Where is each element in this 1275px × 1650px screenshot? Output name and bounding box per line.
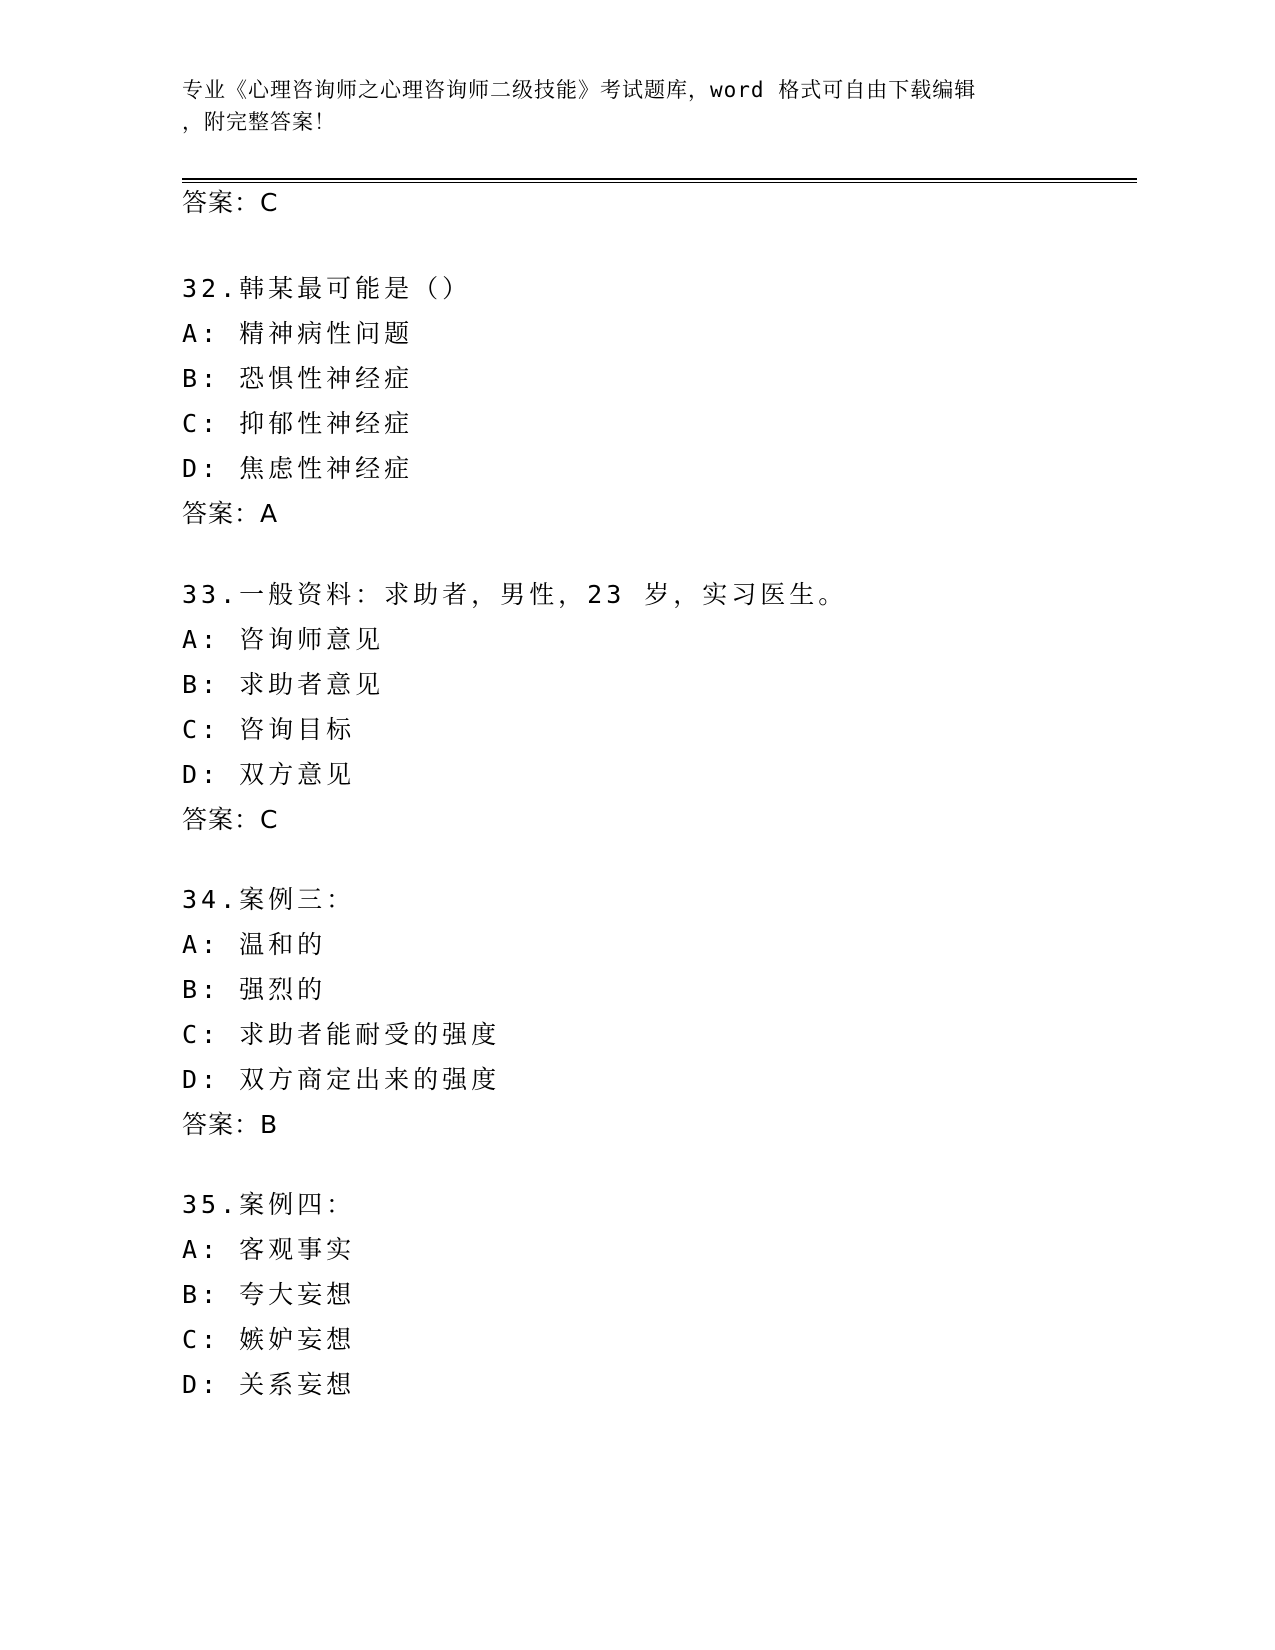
question-stem: 34.案例三： — [182, 885, 356, 914]
question-answer: 答案：C — [182, 805, 279, 834]
question-stem: 35.案例四： — [182, 1190, 356, 1219]
question-stem: 33.一般资料：求助者，男性，23 岁，实习医生。 — [182, 580, 848, 609]
option-b: B: 求助者意见 — [182, 670, 385, 699]
option-d: D: 双方商定出来的强度 — [182, 1065, 501, 1094]
question-answer: 答案：A — [182, 499, 279, 528]
question-35 — [182, 1182, 1082, 1407]
header-divider-thin — [182, 182, 1137, 183]
option-d: D: 关系妄想 — [182, 1370, 356, 1399]
option-b: B: 强烈的 — [182, 975, 327, 1004]
option-a: A: 客观事实 — [182, 1235, 356, 1264]
option-b: B: 恐惧性神经症 — [182, 364, 414, 393]
previous-question-answer: 答案：C — [182, 188, 279, 217]
option-d: D: 焦虑性神经症 — [182, 454, 414, 483]
option-a: A: 咨询师意见 — [182, 625, 385, 654]
option-a: A: 温和的 — [182, 930, 327, 959]
question-32 — [182, 266, 1082, 536]
question-34 — [182, 877, 1082, 1147]
option-b: B: 夸大妄想 — [182, 1280, 356, 1309]
header-title-line: 专业《心理咨询师之心理咨询师二级技能》考试题库，word 格式可自由下载编辑 — [182, 78, 977, 102]
option-c: C: 求助者能耐受的强度 — [182, 1020, 501, 1049]
header-divider — [182, 178, 1137, 180]
option-a: A: 精神病性问题 — [182, 319, 414, 348]
option-c: C: 嫉妒妄想 — [182, 1325, 356, 1354]
question-answer: 答案：B — [182, 1110, 279, 1139]
question-33 — [182, 572, 1082, 842]
header-title-continuation: ，附完整答案！ — [182, 110, 336, 134]
question-stem: 32.韩某最可能是（） — [182, 274, 472, 303]
option-c: C: 咨询目标 — [182, 715, 356, 744]
document-header — [182, 74, 1052, 138]
option-d: D: 双方意见 — [182, 760, 356, 789]
option-c: C: 抑郁性神经症 — [182, 409, 414, 438]
